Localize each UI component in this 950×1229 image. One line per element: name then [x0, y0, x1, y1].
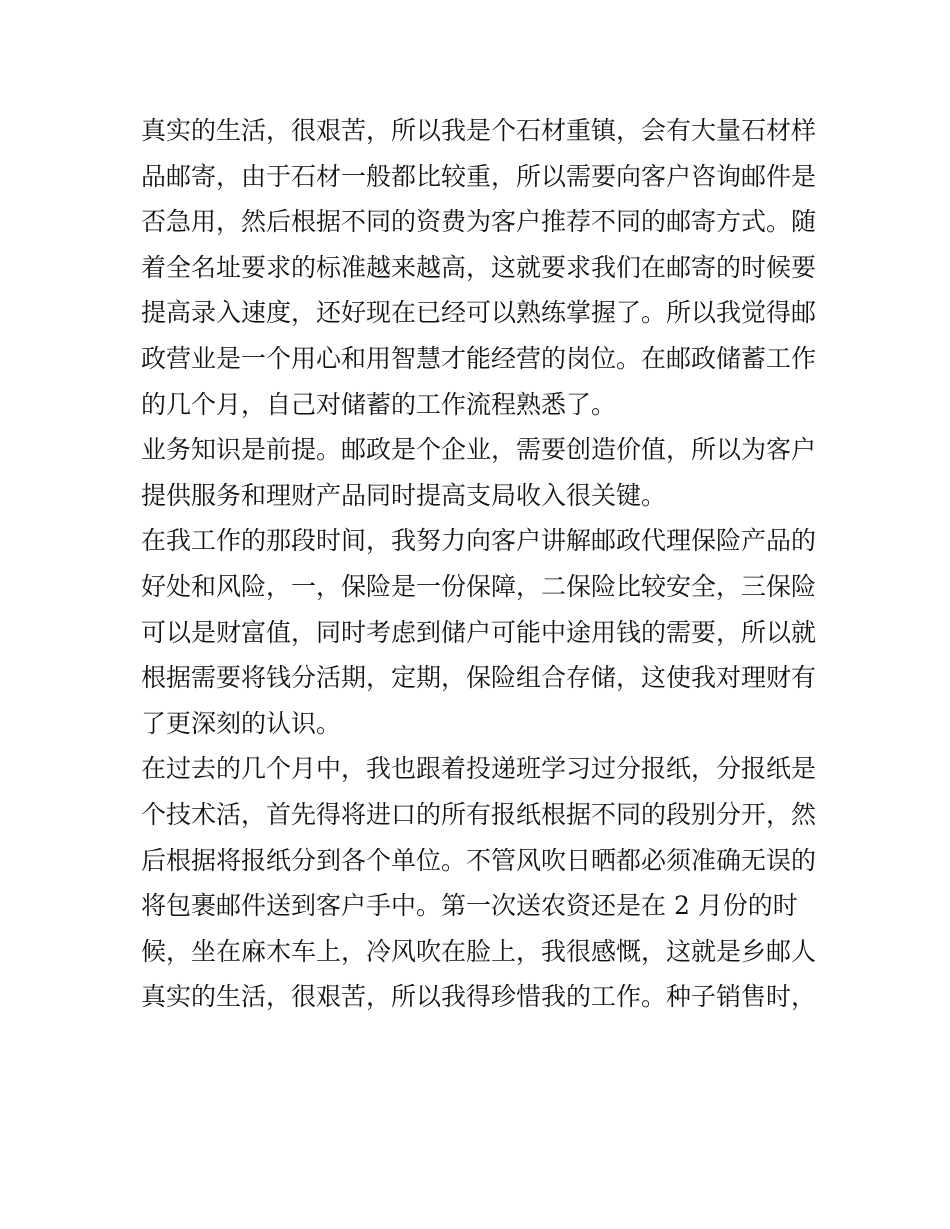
text-line: 的几个月，自己对储蓄的工作流程熟悉了。: [141, 389, 617, 419]
body-text: [141, 108, 821, 1020]
text-line: 在过去的几个月中，我也跟着投递班学习过分报纸，分报纸是: [141, 754, 817, 784]
text-line: 将包裹邮件送到客户手中。第一次送农资还是在 2 月份的时: [141, 891, 798, 921]
text-line: 品邮寄，由于石材一般都比较重，所以需要向客户咨询邮件是: [141, 161, 817, 191]
text-line: 好处和风险，一，保险是一份保障，二保险比较安全，三保险: [141, 571, 817, 601]
text-line: 业务知识是前提。邮政是个企业，需要创造价值，所以为客户: [141, 435, 817, 465]
text-line: 了更深刻的认识。: [141, 708, 342, 738]
text-line: 真实的生活，很艰苦，所以我得珍惜我的工作。种子销售时，: [141, 982, 817, 1012]
text-line: 候，坐在麻木车上，冷风吹在脸上，我很感慨，这就是乡邮人: [141, 936, 817, 966]
text-line: 在我工作的那段时间，我努力向客户讲解邮政代理保险产品的: [141, 526, 817, 556]
text-line: 提供服务和理财产品同时提高支局收入很关键。: [141, 480, 667, 510]
text-line: 可以是财富值，同时考虑到储户可能中途用钱的需要，所以就: [141, 617, 817, 647]
text-line: 政营业是一个用心和用智慧才能经营的岗位。在邮政储蓄工作: [141, 343, 817, 373]
text-line: 个技术活，首先得将进口的所有报纸根据不同的段别分开，然: [141, 799, 817, 829]
text-line: 提高录入速度，还好现在已经可以熟练掌握了。所以我觉得邮: [141, 298, 817, 328]
text-line: 否急用，然后根据不同的资费为客户推荐不同的邮寄方式。随: [141, 207, 817, 237]
text-line: 真实的生活，很艰苦，所以我是个石材重镇，会有大量石材样: [141, 116, 817, 145]
text-line: 根据需要将钱分活期，定期，保险组合存储，这使我对理财有: [141, 663, 817, 693]
text-line: 后根据将报纸分到各个单位。不管风吹日晒都必须准确无误的: [141, 845, 817, 875]
text-line: 着全名址要求的标准越来越高，这就要求我们在邮寄的时候要: [141, 252, 817, 282]
